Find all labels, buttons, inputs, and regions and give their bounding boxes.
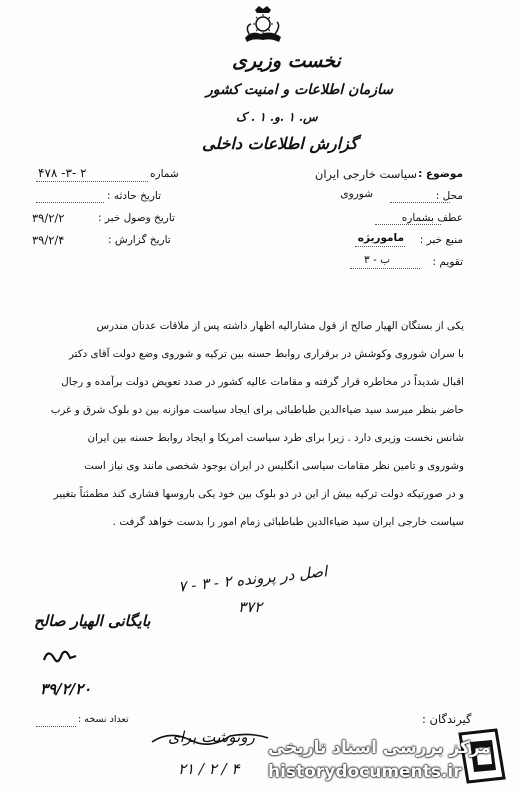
handwritten-copy-note: رونوشت برای (168, 728, 255, 746)
body-line-5: شانس نخست وزیری دارد . زیرا برای طرد سیاست امریکا و ایجاد روابط حسنه بین ایران (87, 432, 464, 444)
source-label: منبع خبر : (419, 234, 463, 246)
ref-dotted-line (375, 224, 441, 225)
place-label: محل : (435, 190, 463, 202)
org-code: س. ۱ .و. ۱ . ک (236, 110, 318, 124)
handwritten-file-note: اصل در پرونده ۲ - ۳ - ۷ (177, 562, 329, 596)
handwritten-initial-icon (40, 646, 80, 670)
date-receipt-value: ۳۹/۲/۲ (32, 211, 65, 225)
number-label: شماره (150, 168, 179, 180)
body-line-7: و در صورتیکه دولت ترکیه بیش از این در دو بلوک بین خود یکی باروسها فشاری کند مطمئناً بتغییر (53, 488, 464, 500)
date-issue-dotted-line (36, 202, 104, 203)
signature-stroke-icon (150, 726, 270, 746)
date-receipt-label: تاریخ وصول خبر : (98, 212, 175, 224)
source-dotted-line (355, 246, 405, 247)
rating-value: ب - ۳ (364, 254, 390, 266)
lion-and-sun-emblem-icon (241, 4, 285, 46)
number-dotted-line (36, 181, 148, 182)
body-line-4: حاضر بنظر میرسد سید ضیاءالدین طباطبائی برای ایجاد سیاست موازنه بین دو بلوک شرق و غرب (50, 404, 464, 416)
place-dotted-line (390, 202, 450, 203)
subject-value: سیاست خارجی ایران (314, 167, 417, 181)
body-line-6: وشوروی و تامین نظر مقامات سیاسی انگلیس در ایران بوجود شخصی مانند وی نیاز است (84, 460, 464, 472)
place-value: شوروی (340, 188, 373, 200)
watermark-url: historydocuments.ir (268, 762, 462, 782)
copies-dotted-line (36, 726, 76, 727)
body-line-1: یکی از بستگان الهیار صالح از قول مشارالیه اظهار داشته پس از ملاقات عدنان مندرس (96, 320, 464, 332)
recipients-label: گیرندگان : (422, 712, 472, 726)
body-line-3: اقبال شدیداً در مخاطره قرار گرفته و مقامات عالیه کشور در صدد تعویض دولت برآمده و رجال (61, 376, 464, 388)
subject-label: موضوع : (418, 168, 463, 180)
rating-dotted-line (350, 268, 420, 269)
rating-label: تقویم : (432, 256, 463, 268)
watermark-title: مرکز بررسی اسناد تاریخی (268, 738, 491, 758)
handwritten-date: ۳۹/۲/۲۰ (40, 680, 92, 698)
date-report-label: تاریخ گزارش : (108, 234, 171, 246)
handwritten-bottom-date: ۲۱ / ۲ / ۴ (178, 760, 240, 778)
body-line-8: سیاست خارجی ایران سید ضیاءالدین طباطبائی زمام امور را بدست خواهد گرفت . (112, 516, 464, 528)
report-title: گزارش اطلاعات داخلی (202, 134, 358, 153)
handwritten-number: ۳۷۲ (238, 598, 263, 616)
copies-label: تعداد نسخه : (78, 714, 129, 725)
org-sub-title: سازمان اطلاعات و امنیت کشور (206, 82, 393, 98)
date-issue-label: تاریخ حادثه : (107, 190, 162, 202)
source-value: ماموریژه (357, 232, 404, 244)
date-report-value: ۳۹/۲/۴ (32, 233, 65, 247)
number-value: ۲ -۳- ۴۷۸ (38, 166, 87, 180)
ref-label: عطف بشماره (401, 212, 463, 224)
handwritten-archive-note: بایگانی الهیار صالح (34, 612, 151, 630)
org-main-title: نخست وزیری (232, 50, 341, 72)
body-line-2: با سران شوروی وکوشش در برقراری روابط حسنه بین ترکیه و شوروی وضع دولت آقای دکتر (68, 348, 464, 360)
